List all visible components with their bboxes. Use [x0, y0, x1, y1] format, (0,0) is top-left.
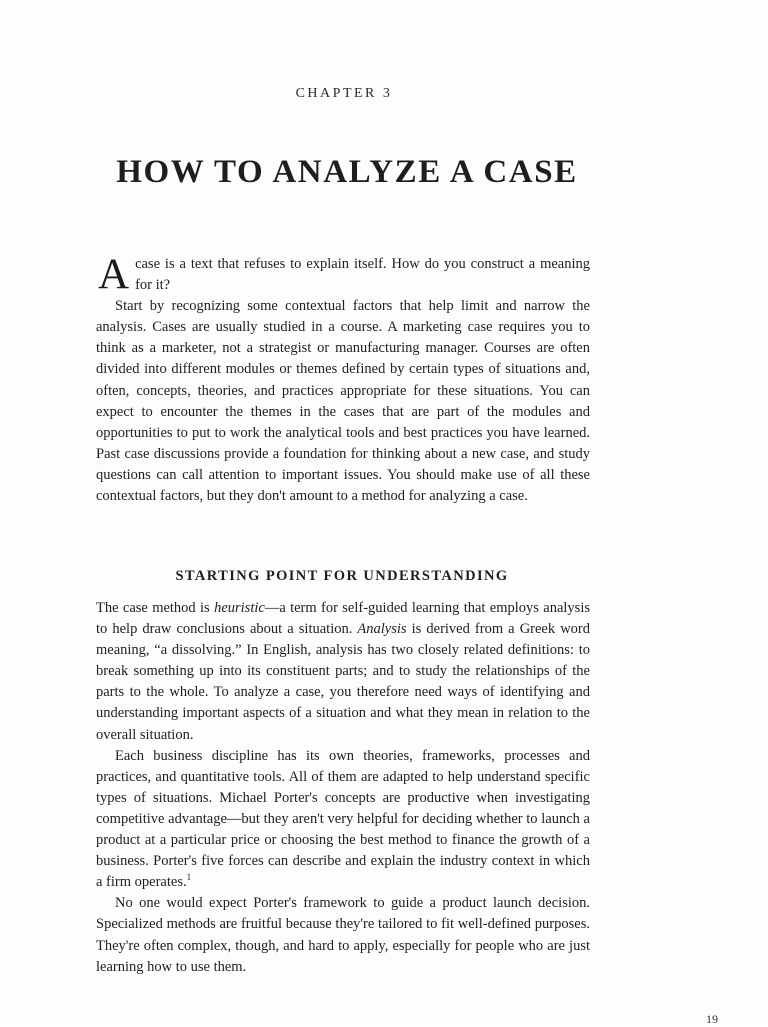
footnote-marker[interactable]: 1 [186, 872, 192, 883]
section-paragraph-2 [96, 746, 590, 894]
intro-paragraph-1 [96, 251, 590, 298]
section-text [96, 598, 590, 978]
section-paragraph-1-part-a: The case method is [96, 600, 215, 616]
term-analysis: Analysis [357, 621, 407, 638]
intro-paragraph-2: Start by recognizing some contextual factors that help limit and narrow the analysis. Cases are usually studied in a course. A marketing case requires you to think as a marketer, not a strategist or manufacturing manager. Courses are often divided into different modules or themes defined by certain types of situations and, often, concepts, theories, and practices appropriate for these situations. You can expect to encounter the themes in the cases that are part of the modules and opportunities to put to work the analytical tools and best practices you have learned. Past case discussions provide a foundation for thinking about a new case, and study questions can call attention to important issues. You should make use of all these contextual factors, but they don't amount to a method for analyzing a case. [96, 298, 590, 505]
section-heading: STARTING POINT FOR UNDERSTANDING [175, 568, 509, 584]
intro-text [96, 251, 590, 507]
chapter-title: HOW TO ANALYZE A CASE [116, 154, 578, 190]
section-paragraph-2-text: Each business discipline has its own theories, frameworks, processes and practices, and quantitative tools. All of them are adapted to help understand specific types of situations. Michael Porter's concepts are productive when investigating competitive advantage—but they aren't very helpful for deciding whether to launch a product at a particular price or choosing the best method to finance the growth of a business. Porter's five forces can describe and explain the industry context in which a firm operates. [96, 747, 590, 891]
drop-cap: A [98, 251, 130, 298]
section-paragraph-1 [96, 598, 590, 746]
page-number: 19 [706, 1012, 718, 1026]
section-paragraph-1-part-b: —a term for self-guided learning that employs analysis to help draw conclusions about a situation. [96, 600, 590, 638]
section-paragraph-1-part-c: is derived from a Greek word meaning, “a dissolving.” In English, analysis has two closely related definitions: to break something up into its constituent parts; and to study the relationships of the parts to the whole. To analyze a case, you therefore need ways of identifying and understanding important aspects of a situation and what they mean in relation to the overall situation. [96, 621, 590, 743]
chapter-label: CHAPTER 3 [295, 86, 393, 101]
intro-paragraph-1-text: case is a text that refuses to explain itself. How do you construct a meaning for it? [135, 256, 590, 294]
section-paragraph-3: No one would expect Porter's framework to guide a product launch decision. Specialized methods are fruitful because they're tailored to fit well-defined purposes. They're often complex, though, and hard to apply, especially for people who are just learning how to use them. [96, 895, 590, 975]
term-heuristic: heuristic [214, 600, 265, 616]
